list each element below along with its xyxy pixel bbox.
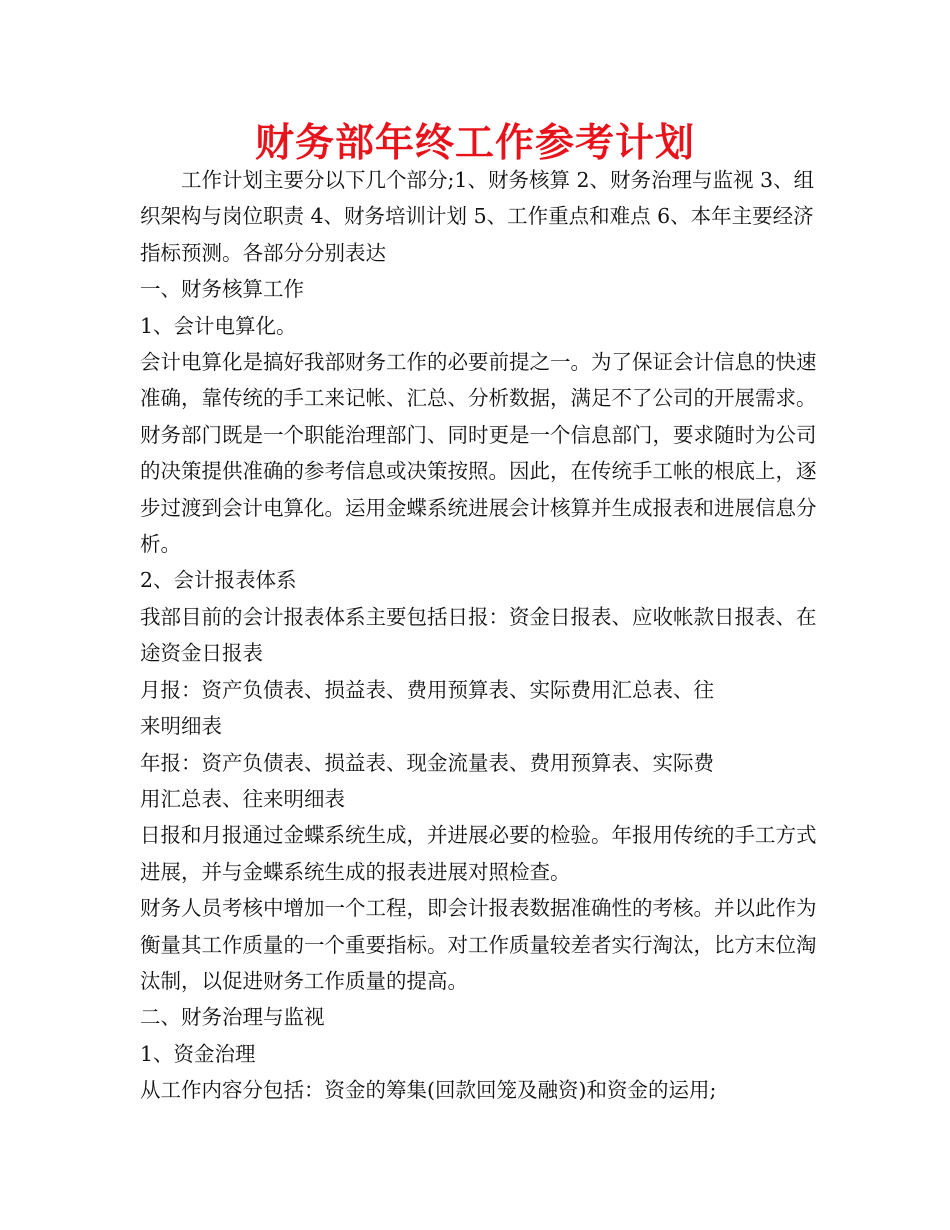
paragraph-monthly-reports: 月报：资产负债表、损益表、费用预算表、实际费用汇总表、往 <box>140 677 714 702</box>
document-title: 财务部年终工作参考计划 <box>254 121 695 166</box>
subsection-heading-2-1: 1、资金治理 <box>140 1041 256 1066</box>
paragraph-annual-reports: 年报：资产负债表、损益表、现金流量表、费用预算表、实际费 <box>140 750 714 775</box>
paragraph-staff-assessment: 财务人员考核中增加一个工程，即会计报表数据准确性的考核。并以此作为衡量其工作质量的一个重要指标。对工作质量较差者实行淘汰，比方末位淘汰制，以促进财务工作质量的提高。 <box>140 896 817 993</box>
subsection-heading-1-1: 1、会计电算化。 <box>140 313 297 338</box>
paragraph-daily-reports: 我部目前的会计报表体系主要包括日报：资金日报表、应收帐款日报表、在途资金日报表 <box>140 604 817 666</box>
paragraph-intro: 工作计划主要分以下几个部分;1、财务核算 2、财务治理与监视 3、组织架构与岗位职责 4、财务培训计划 5、工作重点和难点 6、本年主要经济指标预测。各部分分别表达 <box>140 168 815 265</box>
paragraph-report-generation: 日报和月报通过金蝶系统生成，并进展必要的检验。年报用传统的手工方式进展，并与金蝶系统生成的报表进展对照检查。 <box>140 823 817 884</box>
subsection-heading-1-2: 2、会计报表体系 <box>140 568 297 593</box>
section-heading-2: 二、财务治理与监视 <box>140 1005 325 1030</box>
paragraph-computerization: 会计电算化是搞好我部财务工作的必要前提之一。为了保证会计信息的快速准确，靠传统的手工来记帐、汇总、分析数据，满足不了公司的开展需求。财务部门既是一个职能治理部门、同时更是一个信息部门，要求随时为公司的决策提供准确的参考信息或决策按照。因此，在传统手工帐的根底上，逐步过渡到会计电算化。运用金蝶系统进展会计核算并生成报表和进展信息分析。 <box>140 350 817 557</box>
paragraph-annual-reports-cont: 用汇总表、往来明细表 <box>140 786 345 811</box>
section-heading-1: 一、财务核算工作 <box>140 277 304 302</box>
paragraph-monthly-reports-cont: 来明细表 <box>140 714 222 739</box>
document-body <box>140 162 830 1109</box>
paragraph-fund-management: 从工作内容分包括：资金的筹集(回款回笼及融资)和资金的运用; <box>140 1078 717 1103</box>
